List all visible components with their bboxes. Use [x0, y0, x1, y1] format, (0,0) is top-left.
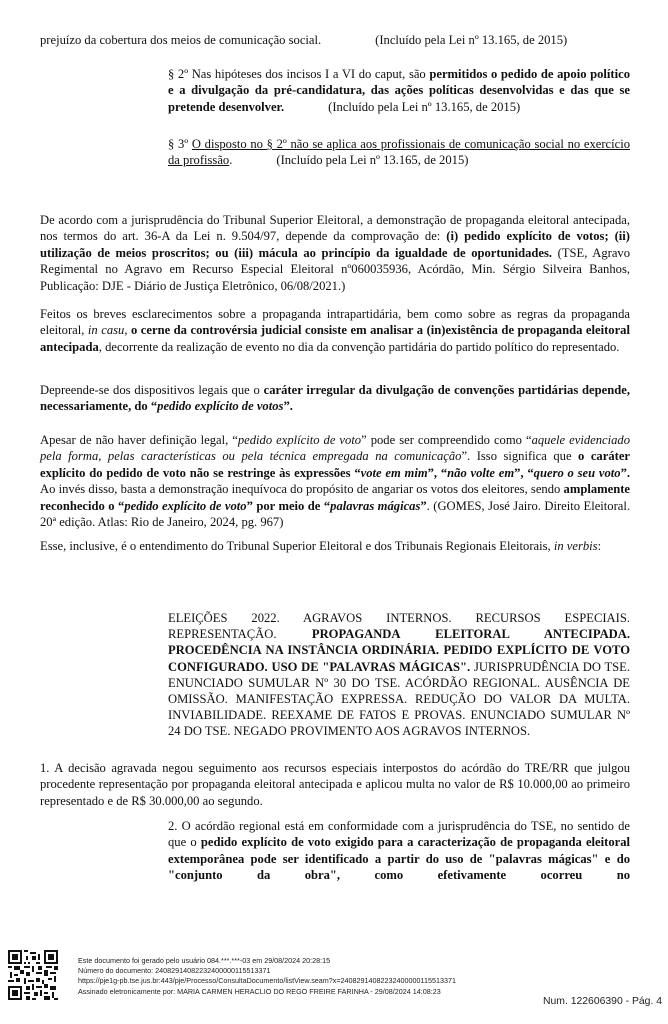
paragraph-text: Ao invés disso, basta a demonstração inequívoca do propósito de angariar os votos dos eleitores, sendo — [40, 482, 564, 497]
ementa-item-2 — [168, 818, 630, 884]
document-footer — [0, 940, 668, 1024]
underlined-text: O disposto no § 2º não se aplica aos profissionais de comunicação social no exercício da profissão — [168, 137, 630, 168]
paragraph-text: . — [229, 153, 233, 168]
bold-text: permitidos o pedido de apoio político e a divulgação da pré-candidatura, das ações políticas desenvolvidas e das que se pretende desenvolver. — [168, 67, 630, 114]
footer-generated-by: Este documento foi gerado pelo usuário 084.***.***-03 em 29/08/2024 20:28:15 — [78, 956, 331, 965]
ementa-item-1 — [40, 760, 630, 809]
bold-italic-text: palavras mágicas — [330, 498, 421, 513]
qr-code-icon — [8, 950, 58, 1000]
paragraph-text: De acordo com a jurisprudência do Tribunal Superior Eleitoral, a demonstração de propaganda eleitoral antecipada, nos termos do art. 36-A da Lei n. 9.504/97, depende da comprovação de: — [40, 213, 630, 244]
bold-text: ”. — [620, 465, 631, 480]
bold-text: ”. — [283, 399, 293, 414]
paragraph-text: Feitos os breves esclarecimentos sobre a propaganda intrapartidária, bem como sobre as regras da propaganda eleitoral, — [40, 307, 630, 338]
footer-metadata — [78, 956, 456, 997]
paragraph-text: Esse, inclusive, é o entendimento do Tribunal Superior Eleitoral e dos Tribunais Regionais Eleitorais, — [40, 539, 554, 553]
paragraph-text: , decorrente da realização de evento no dia da convenção partidária do partido político do representado. — [98, 339, 620, 354]
page-number: Num. 122606390 - Pág. 4 — [543, 996, 662, 1007]
bold-italic-text: não volte em — [447, 465, 515, 480]
paragraph-text: ” pode ser compreendido como “ — [361, 433, 532, 447]
paragraph-text: 2. O acórdão regional está em conformidade com a jurisprudência do TSE, no sentido de que o — [168, 819, 630, 850]
paragraph-text: : — [597, 539, 602, 553]
bold-text: caráter irregular da divulgação de convenções partidárias depende, necessariamente, do “ — [40, 383, 630, 414]
bold-text: o caráter explícito do pedido de voto não se restringe às expressões “ — [40, 449, 630, 480]
paragraph-text: Apesar de não haver definição legal, “ — [40, 433, 238, 447]
paragraph-text: Depreende-se dos dispositivos legais que o — [40, 383, 264, 397]
italic-text: pedido explícito de voto — [237, 433, 362, 447]
paragraph-text: prejuízo da cobertura dos meios de comunicação social. — [40, 33, 322, 47]
bold-text: amplamente reconhecido o “ — [40, 482, 630, 513]
bold-text: (i) pedido explícito de votos; (ii) utilização de meios proscritos; ou (iii) mácula ao princípio da igualdade de oportunidades. — [40, 229, 630, 260]
paragraph-section-3 — [168, 136, 630, 169]
inclusion-note: (Incluído pela Lei nº 13.165, de 2015) — [276, 153, 469, 168]
paragraph-text: 1. A decisão agravada negou seguimento aos recursos especiais interpostos do acórdão do TRE/RR que julgou procedente representação por propaganda eleitoral antecipada e aplicou multa no valor de R$ 10.000,00 ao primeiro representado e de R$ 30.000,00 ao segundo. — [40, 761, 630, 808]
bold-italic-text: pedido explícito de votos — [157, 399, 284, 414]
paragraph-law-excerpt-end — [40, 32, 630, 48]
italic-text: aquele evidenciado pela forma, pelas características ou pela técnica empregada na comunicação — [40, 433, 630, 464]
italic-text: in verbis — [553, 539, 598, 553]
bold-italic-text: pedido explícito de voto — [124, 498, 247, 513]
bold-text: ”, “ — [514, 465, 534, 480]
paragraph-jurisprudence — [40, 212, 630, 294]
bold-italic-text: vote em mim — [360, 465, 428, 480]
ementa-bold-text: PROPAGANDA ELEITORAL ANTECIPADA. PROCEDÊNCIA NA INSTÂNCIA ORDINÁRIA. PEDIDO EXPLÍCITO DE VOTO CONFIGURADO. USO DE "PALAVRAS MÁGICAS". — [168, 627, 631, 674]
paragraph-explicit-vote-definition — [40, 432, 630, 530]
paragraph-in-verbis — [40, 538, 630, 554]
paragraph-section-2 — [168, 66, 630, 115]
paragraph-controversy — [40, 306, 630, 355]
ementa-block — [168, 610, 630, 740]
paragraph-text: § 3º — [168, 137, 192, 151]
footer-document-url[interactable]: https://pje1g-pb.tse.jus.br:443/pje/Processo/ConsultaDocumento/listView.seam?x=24082914082232400000115513371 — [78, 976, 456, 986]
bold-text: ”, “ — [427, 465, 448, 480]
inclusion-note: (Incluído pela Lei nº 13.165, de 2015) — [375, 33, 568, 47]
bold-text: ” por meio de “ — [246, 498, 331, 513]
ementa-text: ELEIÇÕES 2022. AGRAVOS INTERNOS. RECURSOS ESPECIAIS. REPRESENTAÇÃO. — [168, 611, 630, 642]
bold-text: ” — [420, 498, 427, 513]
italic-text: in casu, — [87, 323, 128, 338]
ementa-text: JURISPRUDÊNCIA DO TSE. ENUNCIADO SUMULAR Nº 30 DO TSE. ACÓRDÃO REGIONAL. AUSÊNCIA DE OMISSÃO. MANIFESTAÇÃO EXPRESSA. REDUÇÃO DO VALOR DA MULTA. INVIABILIDADE. REEXAME DE FATOS E PROVAS. ENUNCIADO SUMULAR Nº 24 DO TSE. NEGADO PROVIMENTO AOS AGRAVOS INTERNOS. — [168, 659, 630, 739]
citation-text: (TSE, Agravo Regimental no Agravo em Recurso Especial Eleitoral nº060035936, Acórdão, Min. Sérgio Silveira Banhos, Publicação: DJE - Diário de Justiça Eletrônico, 06/08/2021.) — [40, 245, 631, 293]
paragraph-text: § 2º Nas hipóteses dos incisos I a VI do caput, são — [168, 67, 430, 81]
paragraph-legal-provisions — [40, 382, 630, 415]
inclusion-note: (Incluído pela Lei nº 13.165, de 2015) — [328, 99, 521, 114]
bold-text: pedido explícito de voto exigido para a caracterização de propaganda eleitoral extemporânea pode ser identificado a partir do uso de "palavras mágicas" e do "conjunto da obra", como efetivamente ocorreu no — [168, 835, 631, 883]
footer-document-number: Número do documento: 24082914082232400000115513371 — [78, 966, 271, 976]
footer-signature: Assinado eletronicamente por: MARIA CARMEN HERACLIO DO REGO FREIRE FARINHA - 29/08/2024 14:08:23 — [78, 986, 441, 996]
citation-text: . (GOMES, José Jairo. Direito Eleitoral. 20ª edição. Atlas: Rio de Janeiro, 2024, pg. 967) — [40, 498, 631, 530]
bold-italic-text: quero o seu voto — [533, 465, 621, 480]
paragraph-text: ”. Isso significa que — [461, 449, 579, 464]
bold-text: o cerne da controvérsia judicial consiste em analisar a (in)existência de propaganda eleitoral antecipada — [40, 323, 630, 354]
